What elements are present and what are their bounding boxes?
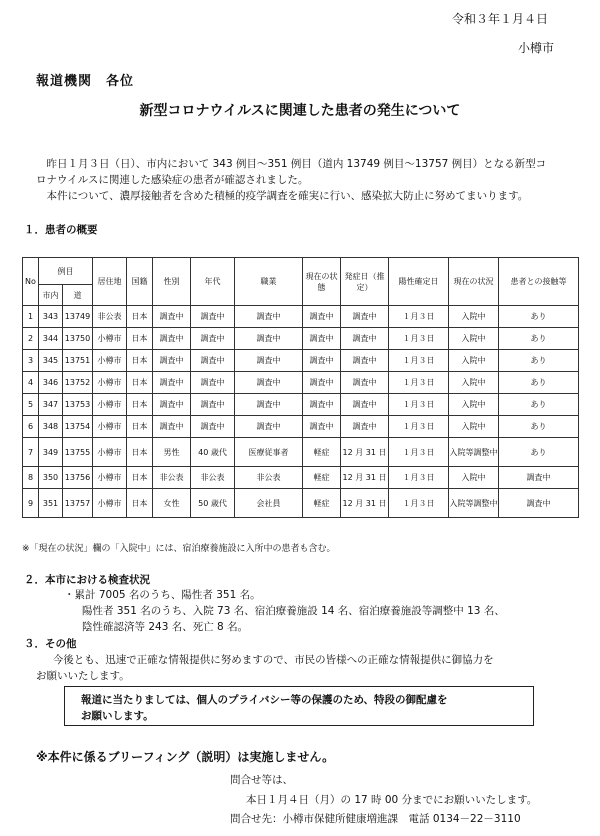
table-row xyxy=(23,350,579,372)
cell-nationality: 日本 xyxy=(127,489,153,518)
cell-positive-date: １月３日 xyxy=(389,328,449,350)
cell-onset: 調査中 xyxy=(341,372,389,394)
table-row xyxy=(23,416,579,438)
issuing-organization: 小樽市 xyxy=(517,41,554,55)
cell-positive-date: １月３日 xyxy=(389,416,449,438)
cell-residence: 小樽市 xyxy=(93,467,127,489)
header-case: 例目 xyxy=(39,258,93,285)
cell-condition: 調査中 xyxy=(303,306,341,328)
privacy-notice-line-2: お願いします。 xyxy=(81,710,154,722)
cell-nationality: 日本 xyxy=(127,394,153,416)
cell-condition: 調査中 xyxy=(303,416,341,438)
cell-age: 調査中 xyxy=(191,372,235,394)
cell-nationality: 日本 xyxy=(127,372,153,394)
cell-contacts: あり xyxy=(499,372,579,394)
cell-case-prefecture: 13750 xyxy=(63,328,93,350)
cell-status: 入院中 xyxy=(449,350,499,372)
cell-condition: 軽症 xyxy=(303,467,341,489)
cell-nationality: 日本 xyxy=(127,467,153,489)
cell-occupation: 会社員 xyxy=(235,489,303,518)
testing-status xyxy=(64,587,564,635)
cell-status: 入院中 xyxy=(449,306,499,328)
cell-case-city: 345 xyxy=(39,350,63,372)
cell-onset: 12 月 31 日 xyxy=(341,438,389,467)
cell-sex: 調査中 xyxy=(153,372,191,394)
header-age: 年代 xyxy=(191,258,235,306)
cell-occupation: 調査中 xyxy=(235,394,303,416)
document-title: 新型コロナウイルスに関連した患者の発生について xyxy=(139,103,461,119)
cell-no: 7 xyxy=(23,438,39,467)
cell-nationality: 日本 xyxy=(127,306,153,328)
cell-status: 入院中 xyxy=(449,372,499,394)
cell-residence: 小樽市 xyxy=(93,350,127,372)
cell-sex: 調査中 xyxy=(153,306,191,328)
cell-case-city: 346 xyxy=(39,372,63,394)
cell-condition: 軽症 xyxy=(303,438,341,467)
cell-positive-date: １月３日 xyxy=(389,489,449,518)
cell-case-prefecture: 13751 xyxy=(63,350,93,372)
briefing-notice: ※本件に係るブリーフィング（説明）は実施しません。 xyxy=(36,750,335,764)
contact-line-1: 問合せ等は、 xyxy=(230,774,293,786)
header-prefecture: 道 xyxy=(63,285,93,306)
cell-no: 3 xyxy=(23,350,39,372)
cell-age: 50 歳代 xyxy=(191,489,235,518)
cell-onset: 調査中 xyxy=(341,306,389,328)
cell-onset: 調査中 xyxy=(341,394,389,416)
cell-case-prefecture: 13749 xyxy=(63,306,93,328)
cell-positive-date: １月３日 xyxy=(389,438,449,467)
cell-sex: 男性 xyxy=(153,438,191,467)
table-row xyxy=(23,438,579,467)
table-row xyxy=(23,328,579,350)
cell-sex: 女性 xyxy=(153,489,191,518)
cell-residence: 小樽市 xyxy=(93,438,127,467)
header-status: 現在の状況 xyxy=(449,258,499,306)
header-positive-date: 陽性確定日 xyxy=(389,258,449,306)
cell-positive-date: １月３日 xyxy=(389,467,449,489)
testing-line-1: ・累計 7005 名のうち、陽性者 351 名。 xyxy=(64,589,261,601)
cell-residence: 小樽市 xyxy=(93,372,127,394)
patient-table xyxy=(22,257,579,518)
cell-age: 調査中 xyxy=(191,328,235,350)
cell-age: 調査中 xyxy=(191,416,235,438)
contact-line-2: 本日１月４日（月）の 17 時 00 分までにお願いいたします。 xyxy=(246,794,538,806)
cell-case-prefecture: 13755 xyxy=(63,438,93,467)
table-footnote: ※「現在の状況」欄の「入院中」には、宿泊療養施設に入所中の患者も含む。 xyxy=(22,544,336,554)
cell-status: 入院等調整中 xyxy=(449,489,499,518)
cell-residence: 小樽市 xyxy=(93,489,127,518)
cell-occupation: 調査中 xyxy=(235,328,303,350)
header-sex: 性別 xyxy=(153,258,191,306)
cell-occupation: 非公表 xyxy=(235,467,303,489)
section-2-heading: ２．本市における検査状況 xyxy=(24,574,150,586)
cell-condition: 軽症 xyxy=(303,489,341,518)
cell-no: 6 xyxy=(23,416,39,438)
cell-status: 入院中 xyxy=(449,328,499,350)
cell-residence: 小樽市 xyxy=(93,394,127,416)
header-nationality: 国籍 xyxy=(127,258,153,306)
other-line-1: 今後とも、迅速で正確な情報提供に努めますので、市民の皆様への正確な情報提供に御協力を xyxy=(52,654,494,666)
cell-contacts: あり xyxy=(499,306,579,328)
cell-case-city: 347 xyxy=(39,394,63,416)
cell-case-city: 344 xyxy=(39,328,63,350)
cell-case-city: 351 xyxy=(39,489,63,518)
cell-positive-date: １月３日 xyxy=(389,350,449,372)
cell-onset: 調査中 xyxy=(341,328,389,350)
cell-occupation: 調査中 xyxy=(235,416,303,438)
contact-line-3: 問合せ先：小樽市保健所健康増進課 電話 0134－22－3110 xyxy=(230,813,521,825)
table-row xyxy=(23,306,579,328)
cell-no: 4 xyxy=(23,372,39,394)
section-3-heading: ３．その他 xyxy=(24,638,77,650)
addressee: 報道機関 各位 xyxy=(36,74,135,89)
cell-status: 入院等調整中 xyxy=(449,438,499,467)
table-row xyxy=(23,467,579,489)
cell-age: 40 歳代 xyxy=(191,438,235,467)
intro-paragraph xyxy=(36,156,566,204)
cell-onset: 調査中 xyxy=(341,350,389,372)
cell-positive-date: １月３日 xyxy=(389,394,449,416)
cell-case-city: 349 xyxy=(39,438,63,467)
cell-case-prefecture: 13752 xyxy=(63,372,93,394)
testing-line-3: 陰性確認済等 243 名、死亡 8 名。 xyxy=(82,621,249,633)
header-occupation: 職業 xyxy=(235,258,303,306)
cell-nationality: 日本 xyxy=(127,328,153,350)
cell-onset: 調査中 xyxy=(341,416,389,438)
intro-line-1: 昨日１月３日（日）、市内において 343 例目～351 例目（道内 13749 例目～13757 例目）となる新型コ xyxy=(46,158,547,170)
cell-status: 入院中 xyxy=(449,394,499,416)
cell-contacts: あり xyxy=(499,394,579,416)
cell-age: 調査中 xyxy=(191,394,235,416)
cell-condition: 調査中 xyxy=(303,350,341,372)
cell-residence: 小樽市 xyxy=(93,416,127,438)
table-row xyxy=(23,372,579,394)
cell-positive-date: １月３日 xyxy=(389,306,449,328)
cell-sex: 調査中 xyxy=(153,328,191,350)
cell-no: 8 xyxy=(23,467,39,489)
cell-condition: 調査中 xyxy=(303,394,341,416)
cell-case-prefecture: 13757 xyxy=(63,489,93,518)
cell-condition: 調査中 xyxy=(303,328,341,350)
cell-occupation: 調査中 xyxy=(235,372,303,394)
cell-occupation: 医療従事者 xyxy=(235,438,303,467)
header-city: 市内 xyxy=(39,285,63,306)
cell-sex: 非公表 xyxy=(153,467,191,489)
cell-case-city: 350 xyxy=(39,467,63,489)
cell-case-prefecture: 13753 xyxy=(63,394,93,416)
cell-contacts: あり xyxy=(499,328,579,350)
document-date: 令和３年１月４日 xyxy=(451,12,548,26)
cell-contacts: あり xyxy=(499,416,579,438)
privacy-notice-box xyxy=(64,686,534,726)
cell-no: 5 xyxy=(23,394,39,416)
cell-condition: 調査中 xyxy=(303,372,341,394)
cell-onset: 12 月 31 日 xyxy=(341,489,389,518)
cell-no: 2 xyxy=(23,328,39,350)
cell-age: 調査中 xyxy=(191,306,235,328)
section-1-heading: １．患者の概要 xyxy=(24,224,98,236)
cell-sex: 調査中 xyxy=(153,350,191,372)
table-row xyxy=(23,394,579,416)
cell-contacts: 調査中 xyxy=(499,467,579,489)
privacy-notice-line-1: 報道に当たりましては、個人のプライバシー等の保護のため、特段の御配慮を xyxy=(81,694,448,706)
cell-no: 1 xyxy=(23,306,39,328)
table-header-row xyxy=(23,258,579,285)
cell-case-city: 348 xyxy=(39,416,63,438)
table-row xyxy=(23,489,579,518)
cell-contacts: 調査中 xyxy=(499,489,579,518)
cell-age: 非公表 xyxy=(191,467,235,489)
cell-case-prefecture: 13754 xyxy=(63,416,93,438)
cell-contacts: あり xyxy=(499,350,579,372)
cell-residence: 非公表 xyxy=(93,306,127,328)
header-residence: 居住地 xyxy=(93,258,127,306)
intro-line-3: 本件について、濃厚接触者を含めた積極的疫学調査を確実に行い、感染拡大防止に努めてまいります。 xyxy=(46,190,529,202)
intro-line-2: ロナウイルスに関連した感染症の患者が確認されました。 xyxy=(36,174,309,186)
cell-status: 入院中 xyxy=(449,416,499,438)
cell-onset: 12 月 31 日 xyxy=(341,467,389,489)
cell-contacts: あり xyxy=(499,438,579,467)
header-contacts: 患者との接触等 xyxy=(499,258,579,306)
cell-occupation: 調査中 xyxy=(235,350,303,372)
other-line-2: お願いいたします。 xyxy=(36,670,130,682)
testing-line-2: 陽性者 351 名のうち、入院 73 名、宿泊療養施設 14 名、宿泊療養施設等調整中 13 名、 xyxy=(82,605,505,617)
cell-residence: 小樽市 xyxy=(93,328,127,350)
other-paragraph xyxy=(36,652,566,684)
cell-no: 9 xyxy=(23,489,39,518)
cell-nationality: 日本 xyxy=(127,350,153,372)
cell-sex: 調査中 xyxy=(153,416,191,438)
cell-case-city: 343 xyxy=(39,306,63,328)
cell-case-prefecture: 13756 xyxy=(63,467,93,489)
cell-occupation: 調査中 xyxy=(235,306,303,328)
header-onset: 発症日（推定） xyxy=(341,258,389,306)
header-condition: 現在の状態 xyxy=(303,258,341,306)
cell-nationality: 日本 xyxy=(127,438,153,467)
cell-age: 調査中 xyxy=(191,350,235,372)
cell-positive-date: １月３日 xyxy=(389,372,449,394)
cell-nationality: 日本 xyxy=(127,416,153,438)
cell-sex: 調査中 xyxy=(153,394,191,416)
cell-status: 入院中 xyxy=(449,467,499,489)
header-no: No xyxy=(23,258,39,306)
